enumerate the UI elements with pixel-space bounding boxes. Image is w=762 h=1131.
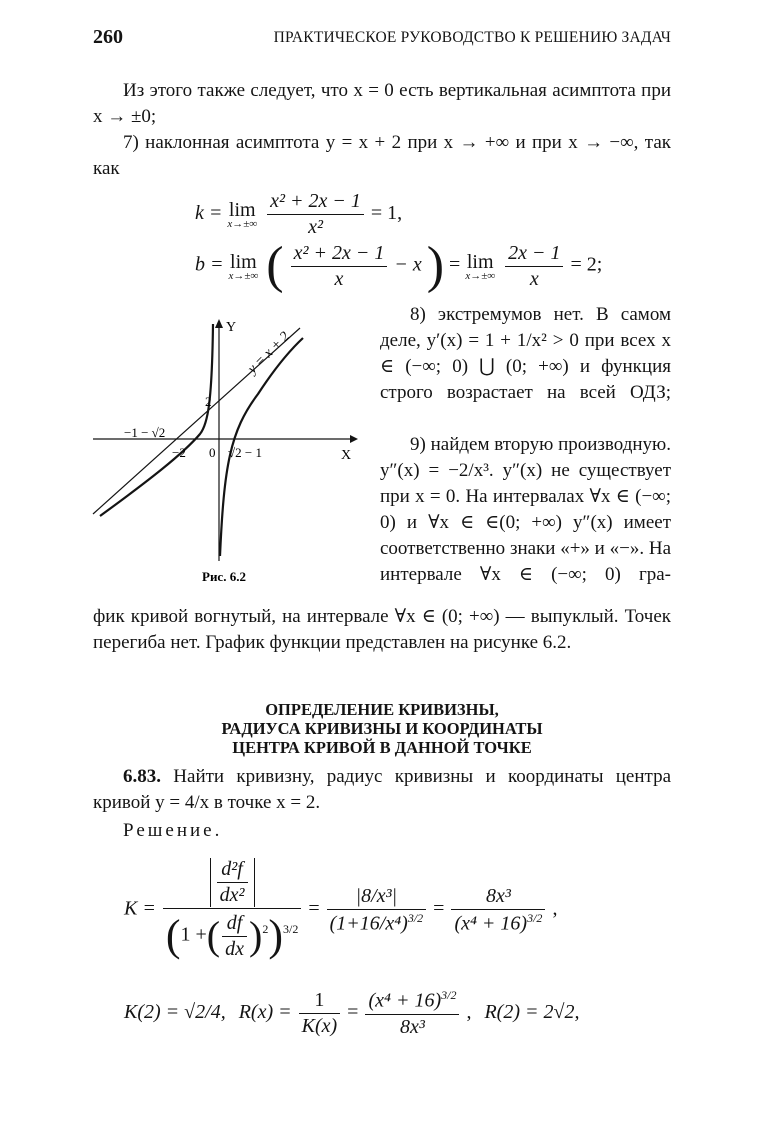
y-axis-label: Y	[226, 320, 237, 335]
page-number: 260	[93, 26, 123, 48]
paragraph-extrema: 8) экстремумов нет. В самом деле, y′(x) = 1 + 1/x² > 0 при всех x ∈ (−∞; 0) ⋃ (0; +∞) и функция строго возрастает на всей ОДЗ;	[380, 304, 671, 403]
problem-number: 6.83.	[123, 766, 161, 787]
curve-left-branch	[100, 324, 213, 516]
tick-neg2: −2	[172, 445, 186, 460]
section-heading: ОПРЕДЕЛЕНИЕ КРИВИЗНЫ, РАДИУСА КРИВИЗНЫ И КООРДИНАТЫ ЦЕНТРА КРИВОЙ В ДАННОЙ ТОЧКЕ	[221, 700, 543, 757]
equation-radius: K(2) = √2/4, R(x) = $\frac{1}{K(x)}$ = $\frac{(x^4 + 16)^{3/2}}{\text{8x³}}$ , R(2) = 2√2,	[124, 988, 580, 1038]
x-axis-arrow	[350, 435, 358, 443]
tick-sqrt2-minus-1: √2 − 1	[228, 445, 262, 460]
figure-caption: Рис. 6.2	[202, 569, 246, 584]
paragraph-second-derivative: 9) найдем вторую производную. y″(x) = −2/x³. y″(x) не существует при x = 0. На интервалах ∀x ∈ (−∞; 0) и ∀x ∈ ∈(0; +∞) y″(x) имеет соответственно знаки «+» и «−». На интервале ∀x ∈ (−∞; 0) гра-	[380, 434, 671, 585]
y-axis-arrow	[215, 319, 223, 328]
x-axis-label: X	[341, 448, 352, 463]
asymptote-label: y = x + 2	[245, 329, 293, 377]
problem-text: Найти кривизну, радиус кривизны и координаты центра кривой y = 4/x в точке x = 2.	[93, 766, 672, 813]
function-graph	[88, 316, 368, 586]
tick-2: 2	[205, 394, 212, 409]
paragraph-asymptote-vertical: Из этого также следует, что x = 0 есть вертикальная асимптота при x → ±0;	[93, 80, 671, 127]
tick-neg1-minus-sqrt2: −1 − √2	[124, 425, 166, 440]
equation-curvature: K = $\frac{\text{d²f}}{\text{dx²}}$ (1 +( $\frac{df}{dx}$ )$^2$)$^{3/2}$ = $\frac{\text{|8/x³|}}{(1+16/x^4)^{3/2}}$ = $\frac{\text{8x³}}{(x^4 + 16)^{3/2}}$ ,	[124, 858, 558, 960]
paragraph-asymptote-oblique: 7) наклонная асимптота y = x + 2 при x → +∞ и при x → −∞, так как	[93, 132, 671, 179]
solution-label: Решение.	[123, 820, 223, 841]
page-header	[93, 26, 671, 54]
problem-6-83	[93, 764, 671, 816]
equation-k: k = lim x→±∞ $\frac{\text{x² + 2x − 1}}{\text{x²}}$ = 1,	[195, 190, 403, 238]
equation-b: b = lim x→±∞ ( $\frac{\text{x² + 2x − 1}}{x}$ − x ) = lim x→±∞ $\frac{2x - 1}{x}$ = 2;	[195, 237, 603, 294]
figure-6-2	[88, 316, 368, 586]
paragraph-concavity: фик кривой вогнутый, на интервале ∀x ∈ (0; +∞) — выпуклый. Точек перегиба нет. График функции представлен на рисунке 6.2.	[93, 606, 671, 653]
running-title: ПРАКТИЧЕСКОЕ РУКОВОДСТВО К РЕШЕНИЮ ЗАДАЧ	[273, 29, 671, 46]
tick-0: 0	[209, 445, 216, 460]
